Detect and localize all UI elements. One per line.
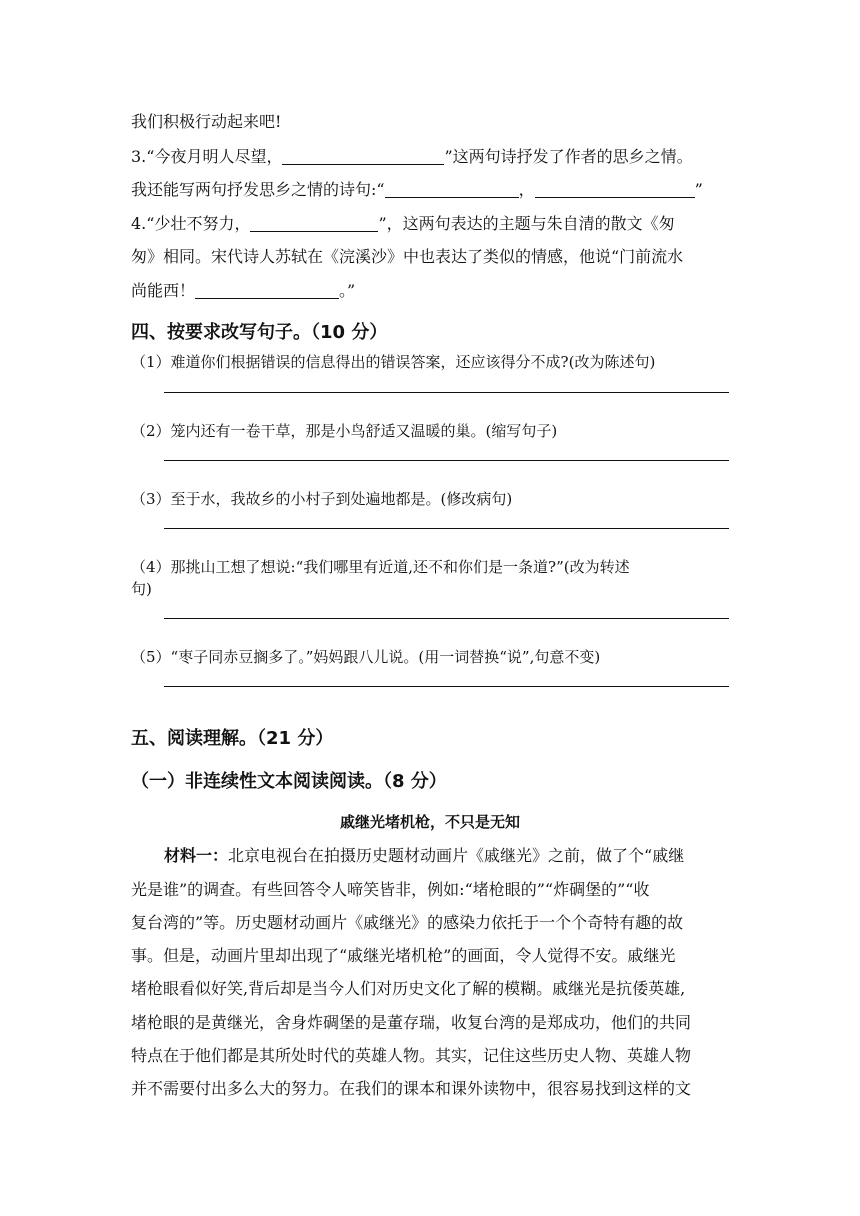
- fill-blank[interactable]: [535, 181, 695, 198]
- answer-line-3[interactable]: [164, 528, 729, 529]
- text: 尚能西！: [131, 281, 196, 300]
- text: ”: [694, 180, 703, 199]
- rewrite-item-1: （1）难道你们根据错误的信息得出的错误答案，还应该得分不成?(改为陈述句): [131, 353, 656, 371]
- answer-line-1[interactable]: [164, 392, 729, 393]
- fill-blank[interactable]: [250, 215, 378, 232]
- text: 我还能写两句抒发思乡之情的诗句:“: [131, 180, 385, 199]
- text: 3.“今夜月明人尽望，: [131, 147, 283, 166]
- question-4-line-2: 匆》相同。宋代诗人苏轼在《浣溪沙》中也表达了类似的情感，他说“门前流水: [131, 247, 684, 266]
- answer-line-2[interactable]: [164, 460, 729, 461]
- material-label: 材料一：: [164, 846, 229, 865]
- text: 北京电视台在拍摄历史题材动画片《戚继光》之前，做了个“戚继: [228, 846, 685, 865]
- section-4-heading: 四、按要求改写句子。（10 分）: [131, 322, 388, 343]
- article-line: 堵枪眼的是黄继光，舍身炸碉堡的是董存瑞，收复台湾的是郑成功，他们的共同: [131, 1013, 692, 1032]
- article-line: [164, 846, 764, 866]
- text: 4.“少壮不努力，: [131, 214, 251, 233]
- article-line: 光是谁”的调查。有些回答令人啼笑皆非，例如:“堵枪眼的”“炸碉堡的”“收: [131, 880, 650, 899]
- text: ”这两句诗抒发了作者的思乡之情。: [444, 147, 693, 166]
- rewrite-item-4-cont: 句): [131, 580, 152, 598]
- article-line: 复台湾的”等。历史题材动画片《戚继光》的感染力依托于一个个奇特有趣的故: [131, 913, 684, 932]
- article-line: 事。但是，动画片里却出现了“戚继光堵机枪”的画面，令人觉得不安。戚继光: [131, 946, 676, 965]
- sub-section-heading: （一）非连续性文本阅读阅读。（8 分）: [131, 771, 447, 792]
- section-5-heading: 五、阅读理解。（21 分）: [131, 728, 334, 749]
- fill-blank[interactable]: [195, 282, 339, 299]
- question-3-line-1: [131, 147, 693, 167]
- text: ，: [518, 180, 535, 199]
- rewrite-item-4: （4）那挑山工想了想说:“我们哪里有近道,还不和你们是一条道?”(改为转述: [131, 558, 630, 576]
- text: 。”: [339, 281, 356, 300]
- article-title: 戚继光堵机枪，不只是无知: [339, 813, 520, 831]
- article-line: 并不需要付出多么大的努力。在我们的课本和课外读物中，很容易找到这样的文: [131, 1079, 692, 1098]
- fill-blank[interactable]: [385, 181, 519, 198]
- rewrite-item-3: （3）至于水，我故乡的小村子到处遍地都是。(修改病句): [131, 490, 513, 508]
- question-4-line-1: [131, 214, 675, 234]
- article-line: 特点在于他们都是其所处时代的英雄人物。其实，记住这些历史人物、英雄人物: [131, 1046, 692, 1065]
- text-line: 我们积极行动起来吧!: [131, 112, 282, 131]
- question-3-line-2: [131, 180, 703, 200]
- rewrite-item-2: （2）笼内还有一卷干草，那是小鸟舒适又温暖的巢。(缩写句子): [131, 422, 558, 440]
- article-line: 堵枪眼看似好笑,背后却是当今人们对历史文化了解的模糊。戚继光是抗倭英雄,: [131, 979, 686, 998]
- text: ”，这两句表达的主题与朱自清的散文《匆: [378, 214, 675, 233]
- fill-blank[interactable]: [282, 148, 444, 165]
- rewrite-item-5: （5）“枣子同赤豆搁多了。”妈妈跟八儿说。(用一词替换“说”,句意不变): [131, 648, 601, 666]
- answer-line-5[interactable]: [164, 686, 729, 687]
- question-4-line-3: [131, 281, 355, 301]
- answer-line-4[interactable]: [164, 618, 729, 619]
